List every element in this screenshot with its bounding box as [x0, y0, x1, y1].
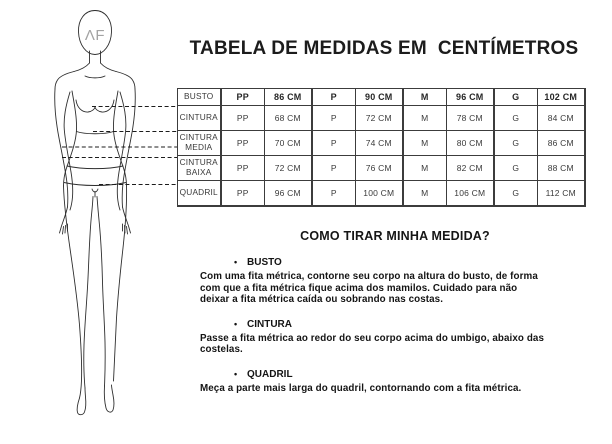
cm-cell: 68 CM	[265, 106, 312, 131]
size-cell: M	[403, 89, 447, 106]
table-row-busto	[178, 89, 585, 106]
cm-cell: 96 CM	[265, 181, 312, 206]
bullet-icon: •	[234, 318, 238, 329]
instruction-item-quadril	[200, 368, 548, 395]
cm-cell: 102 CM	[538, 89, 585, 106]
instruction-item-cintura	[200, 318, 548, 356]
instruction-text: Meça a parte mais larga do quadril, contornando com a fita métrica.	[200, 382, 522, 394]
bullet-icon: •	[234, 257, 238, 267]
bullet-icon: •	[234, 368, 238, 379]
table-row-cintura	[178, 106, 585, 131]
size-cell: G	[494, 156, 538, 181]
size-cell: M	[403, 181, 447, 206]
cm-cell: 78 CM	[447, 106, 494, 131]
size-cell: P	[312, 89, 356, 106]
cm-cell: 72 CM	[356, 106, 403, 131]
size-cell: P	[312, 131, 356, 156]
cm-cell: 96 CM	[447, 89, 494, 106]
row-label: CINTURA MEDIA	[178, 131, 221, 156]
cm-cell: 100 CM	[356, 181, 403, 206]
instruction-label: QUADRIL	[247, 368, 293, 380]
instruction-text: Passe a fita métrica ao redor do seu corpo acima do umbigo, abaixo das costelas.	[200, 332, 545, 356]
size-cell: G	[494, 131, 538, 156]
size-cell: P	[312, 181, 356, 206]
cm-cell: 84 CM	[538, 106, 585, 131]
cm-cell: 76 CM	[356, 156, 403, 181]
brand-logo: ΛF	[84, 27, 106, 44]
croquis-svg	[0, 0, 178, 439]
instructions-section	[200, 229, 548, 395]
instruction-item-busto	[200, 256, 548, 306]
cm-cell: 80 CM	[447, 131, 494, 156]
row-label: BUSTO	[178, 89, 221, 106]
cm-cell: 70 CM	[265, 131, 312, 156]
size-cell: G	[494, 89, 538, 106]
measurements-table	[177, 88, 586, 207]
size-cell: M	[403, 131, 447, 156]
size-cell: P	[312, 156, 356, 181]
instruction-text: Com uma fita métrica, contorne seu corpo na altura do busto, de forma com que a fita métrica fique acima dos mamilos. Cuidado para não deixar a fita métrica caída ou sobrando nas costas.	[200, 271, 538, 306]
cm-cell: 112 CM	[538, 181, 585, 206]
row-label: QUADRIL	[178, 181, 221, 206]
size-cell: PP	[221, 106, 265, 131]
cm-cell: 90 CM	[356, 89, 403, 106]
page-title: TABELA DE MEDIDAS EM CENTÍMETROS	[189, 38, 579, 59]
cm-cell: 74 CM	[356, 131, 403, 156]
cm-cell: 86 CM	[538, 131, 585, 156]
table-row-cintura-baixa	[178, 156, 585, 181]
cm-cell: 72 CM	[265, 156, 312, 181]
cm-cell: 88 CM	[538, 156, 585, 181]
size-cell: PP	[221, 89, 265, 106]
row-label: CINTURA	[178, 106, 221, 131]
size-cell: M	[403, 106, 447, 131]
instruction-label: CINTURA	[247, 318, 292, 330]
size-cell: PP	[221, 131, 265, 156]
size-cell: G	[494, 181, 538, 206]
size-cell: M	[403, 156, 447, 181]
row-label: CINTURA BAIXA	[178, 156, 221, 181]
table-row-cintura-media	[178, 131, 585, 156]
size-cell: P	[312, 106, 356, 131]
instructions-heading: COMO TIRAR MINHA MEDIDA?	[300, 229, 490, 243]
size-cell: PP	[221, 181, 265, 206]
table-row-quadril	[178, 181, 585, 206]
cm-cell: 106 CM	[447, 181, 494, 206]
cm-cell: 86 CM	[265, 89, 312, 106]
size-cell: G	[494, 106, 538, 131]
female-figure-illustration	[0, 0, 178, 439]
size-cell: PP	[221, 156, 265, 181]
cm-cell: 82 CM	[447, 156, 494, 181]
instruction-label: BUSTO	[247, 257, 282, 268]
